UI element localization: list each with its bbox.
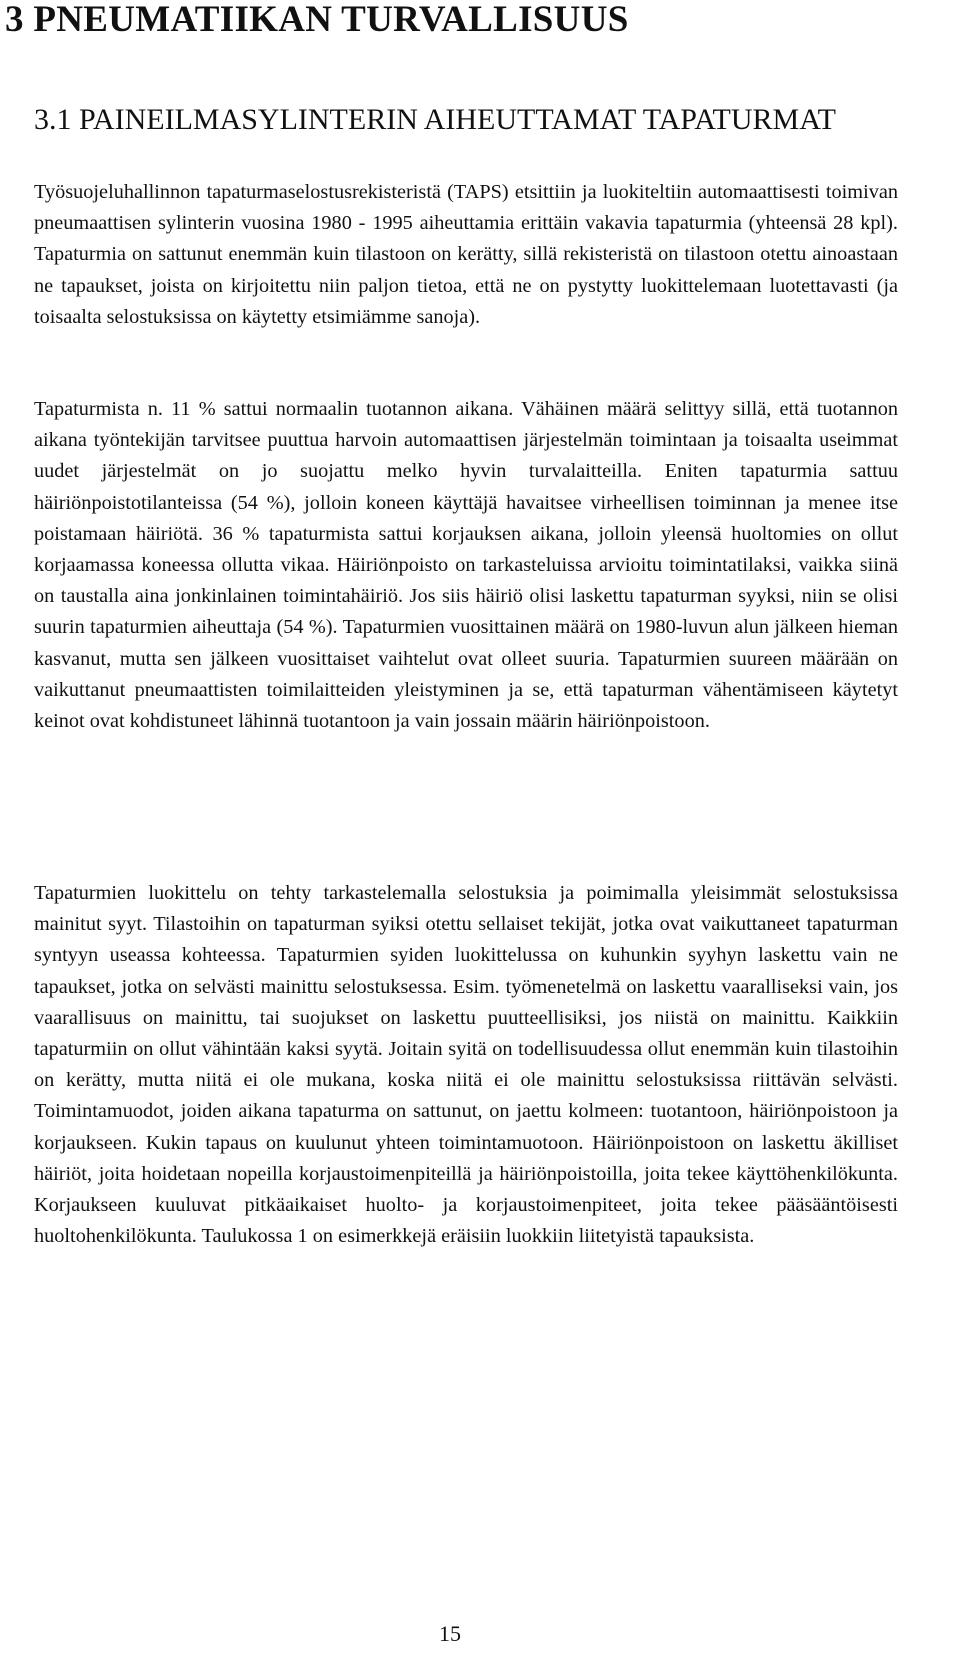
paragraph-accident-distribution: Tapaturmista n. 11 % sattui normaalin tuotannon aikana. Vähäinen määrä selittyy sillä, että tuotannon aikana työntekijän tarvitsee puuttua harvoin automaattisen järjestelmän toimintaan ja toisaalta useimmat uudet järjestelmät on jo suojattu melko hyvin turvalaitteilla. Eniten tapaturmia sattuu häiriönpoistotilanteissa (54 %), jolloin koneen käyttäjä havaitsee virheellisen toiminnan ja menee itse poistamaan häiriötä. 36 % tapaturmista sattui korjauksen aikana, jolloin yleensä huoltomies on ollut korjaamassa koneessa ollutta vikaa. Häiriönpoisto on tarkasteluissa arvioitu toimintatilaksi, vaikka siinä on taustalla aina jonkinlainen toimintahäiriö. Jos siis häiriö olisi laskettu tapaturman syyksi, niin se olisi suurin tapaturmien aiheuttaja (54 %). Tapaturmien vuosittainen määrä on 1980-luvun alun jälkeen hieman kasvanut, mutta sen jälkeen vuosittaiset vaihtelut ovat olleet suuria. Tapaturmien suureen määrään on vaikuttanut pneumaattisten toimilaitteiden yleistyminen ja se, että tapaturman vähentämiseen käytetyt keinot ovat kohdistuneet lähinnä tuotantoon ja vain jossain määrin häiriönpoistoon. <box>34 398 898 733</box>
section-title: 3.1 PAINEILMASYLINTERIN AIHEUTTAMAT TAPATURMAT <box>34 103 836 136</box>
chapter-title: 3 PNEUMATIIKAN TURVALLISUUS <box>5 0 629 40</box>
paragraph-accident-classification: Tapaturmien luokittelu on tehty tarkastelemalla selostuksia ja poimimalla yleisimmät selostuksissa mainitut syyt. Tilastoihin on tapaturman syiksi otettu sellaiset tekijät, jotka ovat vaikuttaneet tapaturman syntyyn useassa kohteessa. Tapaturmien syiden luokittelussa on kuhunkin syyhyn laskettu vain ne tapaukset, jotka on selvästi mainittu selostuksessa. Esim. työmenetelmä on laskettu vaaralliseksi vain, jos vaarallisuus on mainittu, tai suojukset on laskettu puutteellisiksi, jos niistä on mainittu. Kaikkiin tapaturmiin on ollut vähintään kaksi syytä. Joitain syitä on todellisuudessa ollut enemmän kuin tilastoihin on kerätty, mutta niitä ei ole mukana, koska niitä ei ole mainittu selostuksissa riittävän selvästi. Toimintamuodot, joiden aikana tapaturma on sattunut, on jaettu kolmeen: tuotantoon, häiriönpoistoon ja korjaukseen. Kukin tapaus on kuulunut yhteen toimintamuotoon. Häiriönpoistoon on laskettu äkilliset häiriöt, joita hoidetaan nopeilla korjaustoimenpiteillä ja häiriönpoistoilla, joita tekee käyttöhenkilökunta. Korjaukseen kuuluvat pitkäaikaiset huolto- ja korjaustoimenpiteet, joita tekee pääsääntöisesti huoltohenkilökunta. Taulukossa 1 on esimerkkejä eräisiin luokkiin liitetyistä tapauksista. <box>34 882 898 1248</box>
paragraph-taps-register: Työsuojeluhallinnon tapaturmaselostusrekisteristä (TAPS) etsittiin ja luokiteltiin automaattisesti toimivan pneumaattisen sylinterin vuosina 1980 - 1995 aiheuttamia erittäin vakavia tapaturmia (yhteensä 28 kpl). Tapaturmia on sattunut enemmän kuin tilastoon on kerätty, sillä rekisteristä on tilastoon otettu ainoastaan ne tapaukset, joista on kirjoitettu niin paljon tietoa, että ne on pystytty luokittelemaan luotettavasti (ja toisaalta selostuksissa on käytetty etsimiämme sanoja). <box>34 181 898 328</box>
page-number: 15 <box>439 1621 461 1646</box>
